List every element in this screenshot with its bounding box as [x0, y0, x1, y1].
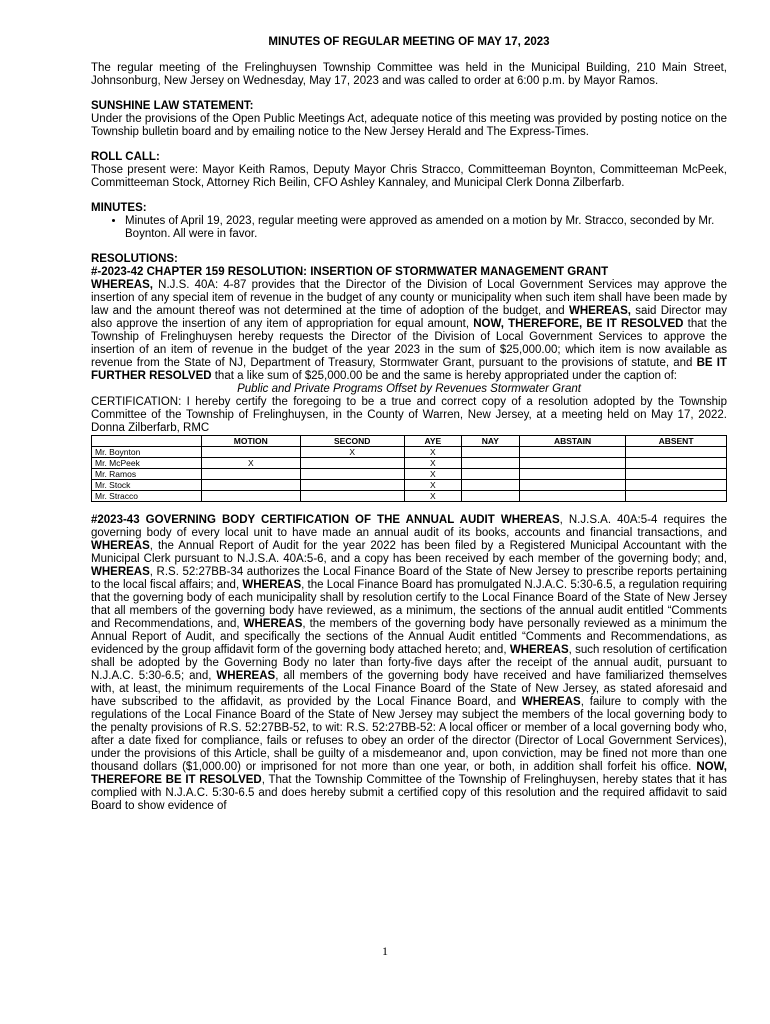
resolution-text: , all members of the governing body have received and have familiarized themselves with, at least, the minimum requirements of the Local Finance Board of the State of New Jersey, as stated aforesaid and have subscribed to the affidavit, as provided by the Local Finance Board, and	[91, 670, 728, 708]
further-resolved-label: BE IT FURTHER RESOLVED	[91, 357, 728, 382]
header-cell: MOTION	[202, 436, 301, 447]
vote-mark-cell	[519, 469, 625, 480]
header-cell: ABSENT	[626, 436, 727, 447]
vote-mark-cell	[300, 469, 404, 480]
resolution-43-body	[91, 514, 727, 813]
vote-mark-cell	[461, 491, 519, 502]
member-name-cell: Mr. Boynton	[92, 447, 202, 458]
vote-mark-cell	[519, 480, 625, 491]
resolution-text: , N.J.S.A. 40A:5-4 requires the governing body of every local unit to have made an annual audit of its books, accounts and financial transactions, and	[91, 514, 727, 539]
whereas-label: WHEREAS	[243, 618, 303, 630]
table-row	[92, 447, 727, 458]
resolution-text: said Director may also approve the insertion of any item of appropriation for equal amount,	[91, 305, 727, 330]
table-row	[92, 480, 727, 491]
header-cell	[92, 436, 202, 447]
vote-mark-cell	[626, 458, 727, 469]
header-cell: AYE	[404, 436, 461, 447]
vote-mark-cell	[202, 469, 301, 480]
resolution-text: , R.S. 52:27BB-34 authorizes the Local Finance Board of the State of New Jersey to prescribe reports pertaining to the local fiscal affairs; and,	[91, 566, 727, 591]
resolution-text: , such resolution of certification shall be adopted by the Governing Body no later than forty-five days after the receipt of the annual audit, pursuant to N.J.A.C. 5:30-6.5; and,	[91, 644, 727, 682]
vote-mark-cell	[300, 491, 404, 502]
vote-table-body	[92, 447, 727, 502]
vote-mark-cell	[461, 447, 519, 458]
vote-mark-cell: X	[404, 458, 461, 469]
certification-text: CERTIFICATION: I hereby certify the foregoing to be a true and correct copy of a resolution adopted by the Township Committee of the Township of Frelinghuysen, in the County of Warren, New Jersey, at a meeting held on May 17, 2022. Donna Zilberfarb, RMC	[91, 396, 727, 434]
resolution-text: that a like sum of $25,000.00 be and the same is hereby appropriated under the caption of:	[211, 370, 677, 382]
member-name-cell: Mr. Ramos	[92, 469, 202, 480]
vote-mark-cell	[300, 480, 404, 491]
resolution-42-heading: #-2023-42 CHAPTER 159 RESOLUTION: INSERTION OF STORMWATER MANAGEMENT GRANT	[91, 266, 609, 278]
whereas-label: WHEREAS	[91, 566, 150, 578]
resolution-text: , That the Township Committee of the Township of Frelinghuysen, hereby states that it has complied with N.J.A.C. 5:30-6.5 and does hereby submit a certified copy of this resolution and the required affidavit to said Board to show evidence of	[91, 774, 727, 812]
header-cell: SECOND	[300, 436, 404, 447]
vote-mark-cell: X	[404, 447, 461, 458]
whereas-label: WHEREAS	[509, 644, 569, 656]
member-name-cell: Mr. Stracco	[92, 491, 202, 502]
roll-call-text: Those present were: Mayor Keith Ramos, Deputy Mayor Chris Stracco, Committeeman Boynton, Committeeman McPeek, Committeeman Stock, Attorney Rich Beilin, CFO Ashley Kannaley, and Municipal Clerk Donna Zilberfarb.	[91, 164, 727, 189]
sunshine-text: Under the provisions of the Open Public Meetings Act, adequate notice of this meeting was provided by posting notice on the Township bulletin board and by emailing notice to the New Jersey Herald and The Express-Times.	[91, 113, 727, 138]
vote-mark-cell	[519, 458, 625, 469]
appropriation-caption: Public and Private Programs Offset by Revenues Stormwater Grant	[237, 383, 581, 395]
vote-mark-cell	[461, 480, 519, 491]
minutes-heading: MINUTES:	[91, 202, 147, 214]
resolution-43-heading: #2023-43 GOVERNING BODY CERTIFICATION OF THE ANNUAL AUDIT	[91, 514, 495, 526]
minutes-item: • Minutes of April 19, 2023, regular meeting were approved as amended on a motion by Mr. Stracco, seconded by Mr. Boynton. All were in favor.	[125, 215, 727, 241]
whereas-label: WHEREAS,	[569, 305, 631, 317]
resolution-text: that the Township of Frelinghuysen hereby requests the Director of the Division of Local Government Services to approve the insertion of an item of revenue in the budget of the year 2023 in the sum of $25,000.00; which item is now available as revenue from the State of NJ, Department of Treasury, Stormwater Grant, pursuant to the provisions of statute, and	[91, 318, 728, 369]
vote-table-header	[92, 436, 727, 447]
resolution-text: , the Local Finance Board has promulgated N.J.A.C. 5:30-6.5, a regulation requiring that the governing body of each municipality shall by resolution certify to the Local Finance Board of the State of New Jersey that all members of the governing body have reviewed, as a minimum, the sections of the annual audit entitled “Comments and Recommendations, and,	[91, 579, 727, 630]
header-cell: NAY	[461, 436, 519, 447]
resolution-42-body	[91, 279, 727, 383]
vote-mark-cell	[626, 469, 727, 480]
vote-mark-cell: X	[404, 480, 461, 491]
page-number: 1	[382, 944, 388, 958]
resolution-text: , the members of the governing body have personally reviewed as a minimum the Annual Report of Audit, and specifically the sections of the Annual Audit entitled “Comments and Recommendations, as evidenced by the group affidavit form of the governing body attached hereto; and,	[91, 618, 727, 656]
table-row	[92, 458, 727, 469]
vote-mark-cell	[519, 447, 625, 458]
sunshine-heading: SUNSHINE LAW STATEMENT:	[91, 100, 254, 112]
resolution-text: N.J.S. 40A: 4-87 provides that the Director of the Division of Local Government Services may approve the insertion of any special item of revenue in the budget of any county or municipality when such item shall have been made by law and the amount thereof was not determined at the time of adoption of the budget, and	[91, 279, 727, 317]
intro-paragraph: The regular meeting of the Frelinghuysen Township Committee was held in the Municipal Building, 210 Main Street, Johnsonburg, New Jersey on Wednesday, May 17, 2023 and was called to order at 6:00 p.m. by Mayor Ramos.	[91, 62, 727, 87]
member-name-cell: Mr. McPeek	[92, 458, 202, 469]
vote-mark-cell: X	[300, 447, 404, 458]
vote-mark-cell	[519, 491, 625, 502]
whereas-label: WHEREAS	[216, 670, 276, 682]
document-title: MINUTES OF REGULAR MEETING OF MAY 17, 2023	[268, 36, 550, 48]
whereas-label: NOW, THEREFORE BE IT RESOLVED	[91, 761, 727, 786]
member-name-cell: Mr. Stock	[92, 480, 202, 491]
vote-mark-cell	[202, 480, 301, 491]
whereas-label: WHEREAS,	[91, 279, 153, 291]
header-cell: ABSTAIN	[519, 436, 625, 447]
document-page	[91, 36, 727, 813]
table-row	[92, 491, 727, 502]
resolved-label: NOW, THEREFORE, BE IT RESOLVED	[473, 318, 684, 330]
vote-mark-cell	[626, 447, 727, 458]
vote-mark-cell: X	[404, 469, 461, 480]
vote-mark-cell: X	[404, 491, 461, 502]
vote-mark-cell	[202, 447, 301, 458]
whereas-label: WHEREAS	[521, 696, 581, 708]
vote-table	[91, 435, 727, 502]
table-row	[92, 469, 727, 480]
whereas-label: WHEREAS	[91, 540, 150, 552]
minutes-list	[91, 215, 727, 241]
resolutions-heading: RESOLUTIONS:	[91, 253, 178, 265]
vote-mark-cell	[626, 480, 727, 491]
vote-mark-cell	[626, 491, 727, 502]
vote-mark-cell	[300, 458, 404, 469]
resolution-text: , failure to comply with the regulations of the Local Finance Board of the State of New Jersey may subject the members of the local governing body to the penalty provisions of R.S. 52:27BB-52, to wit: R.S. 52:27BB-52: A local officer or member of a local governing body who, after a date fixed for compliance, fails or refuses to obey an order of the director (Director of Local Government Services), under the provisions of this Article, shall be guilty of a misdemeanor and, upon conviction, may be fined not more than one thousand dollars ($1,000.00) or imprisoned for not more than one year, or both, in addition shall forfeit his office.	[91, 696, 727, 773]
roll-call-heading: ROLL CALL:	[91, 151, 160, 163]
whereas-label: WHEREAS	[242, 579, 302, 591]
whereas-label: WHEREAS	[500, 514, 560, 526]
vote-mark-cell	[461, 458, 519, 469]
resolution-text: , the Annual Report of Audit for the year 2022 has been filed by a Registered Municipal Accountant with the Municipal Clerk pursuant to N.J.S.A. 40A:5-6, and a copy has been received by each member of the governing body; and,	[91, 540, 727, 565]
vote-mark-cell	[461, 469, 519, 480]
vote-mark-cell: X	[202, 458, 301, 469]
vote-mark-cell	[202, 491, 301, 502]
